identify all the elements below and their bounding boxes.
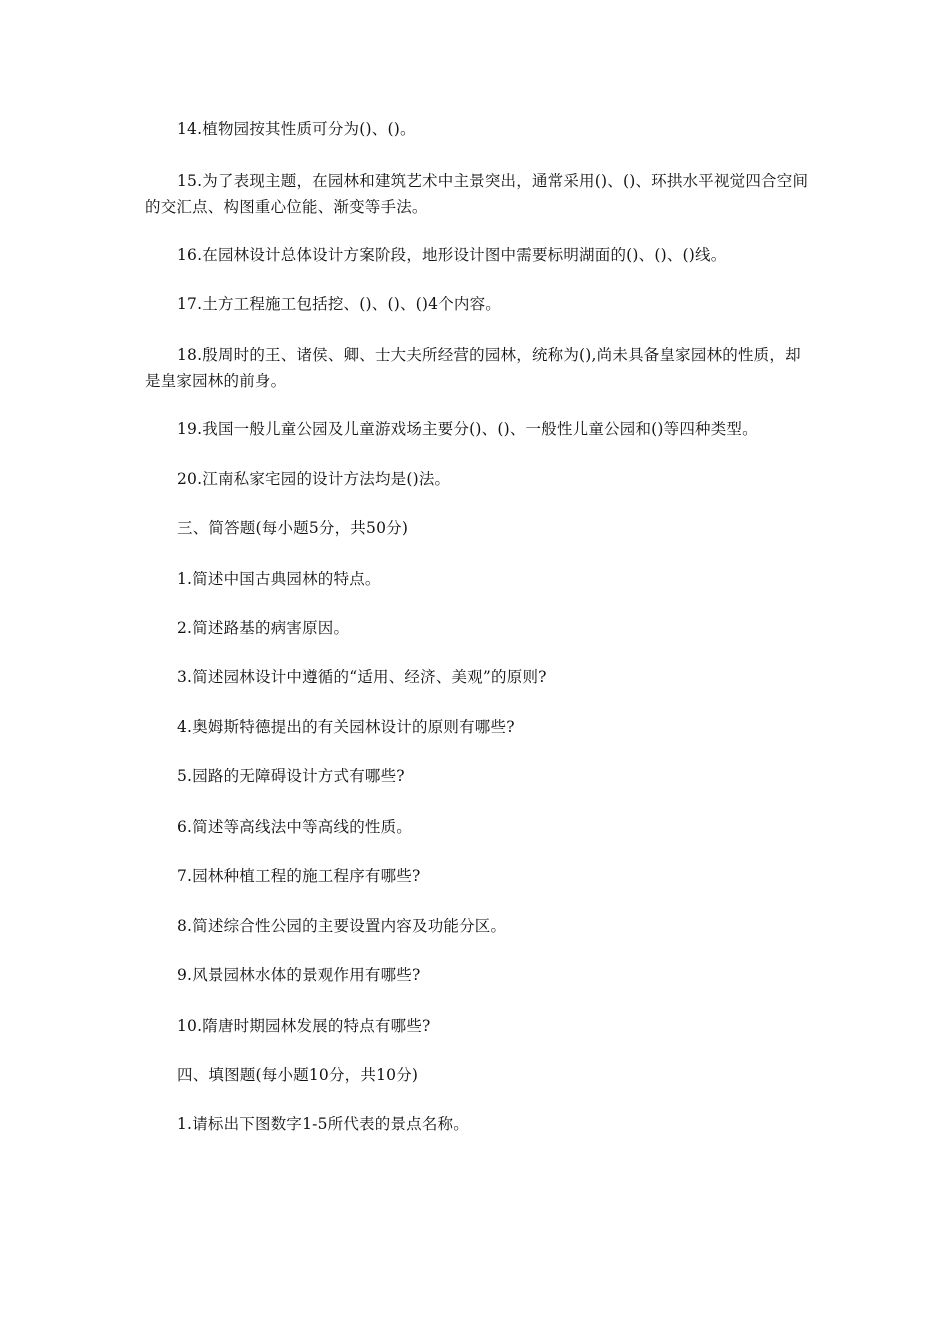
short-answer-2: 2.简述路基的病害原因。: [177, 619, 350, 637]
short-answer-5: 5.园路的无障碍设计方式有哪些?: [177, 767, 405, 785]
question-18: 18.殷周时的王、诸侯、卿、士大夫所经营的园林，统称为(),尚未具备皇家园林的性质，却是皇家园林的前身。: [145, 346, 801, 390]
question-19: 19.我国一般儿童公园及儿童游戏场主要分()、()、一般性儿童公园和()等四种类型。: [177, 420, 758, 438]
question-20: 20.江南私家宅园的设计方法均是()法。: [177, 470, 451, 488]
short-answer-4: 4.奥姆斯特德提出的有关园林设计的原则有哪些?: [177, 718, 515, 736]
section-three-heading: 三、简答题(每小题5分，共50分): [177, 519, 409, 537]
short-answer-7: 7.园林种植工程的施工程序有哪些?: [177, 867, 421, 885]
short-answer-9: 9.风景园林水体的景观作用有哪些?: [177, 966, 421, 984]
short-answer-1: 1.简述中国古典园林的特点。: [177, 570, 381, 588]
short-answer-6: 6.简述等高线法中等高线的性质。: [177, 818, 412, 836]
section-four-heading: 四、填图题(每小题10分，共10分): [177, 1066, 419, 1084]
question-14: 14.植物园按其性质可分为()、()。: [177, 120, 416, 138]
question-16: 16.在园林设计总体设计方案阶段，地形设计图中需要标明湖面的()、()、()线。: [177, 246, 727, 264]
question-17: 17.土方工程施工包括挖、()、()、()4个内容。: [177, 295, 501, 313]
short-answer-10: 10.隋唐时期园林发展的特点有哪些?: [177, 1017, 431, 1035]
short-answer-8: 8.简述综合性公园的主要设置内容及功能分区。: [177, 917, 507, 935]
question-15: 15.为了表现主题，在园林和建筑艺术中主景突出，通常采用()、()、环拱水平视觉四合空间的交汇点、构图重心位能、渐变等手法。: [145, 172, 809, 216]
short-answer-3: 3.简述园林设计中遵循的“适用、经济、美观”的原则?: [177, 668, 547, 686]
fill-diagram-question-1: 1.请标出下图数字1-5所代表的景点名称。: [177, 1115, 469, 1133]
